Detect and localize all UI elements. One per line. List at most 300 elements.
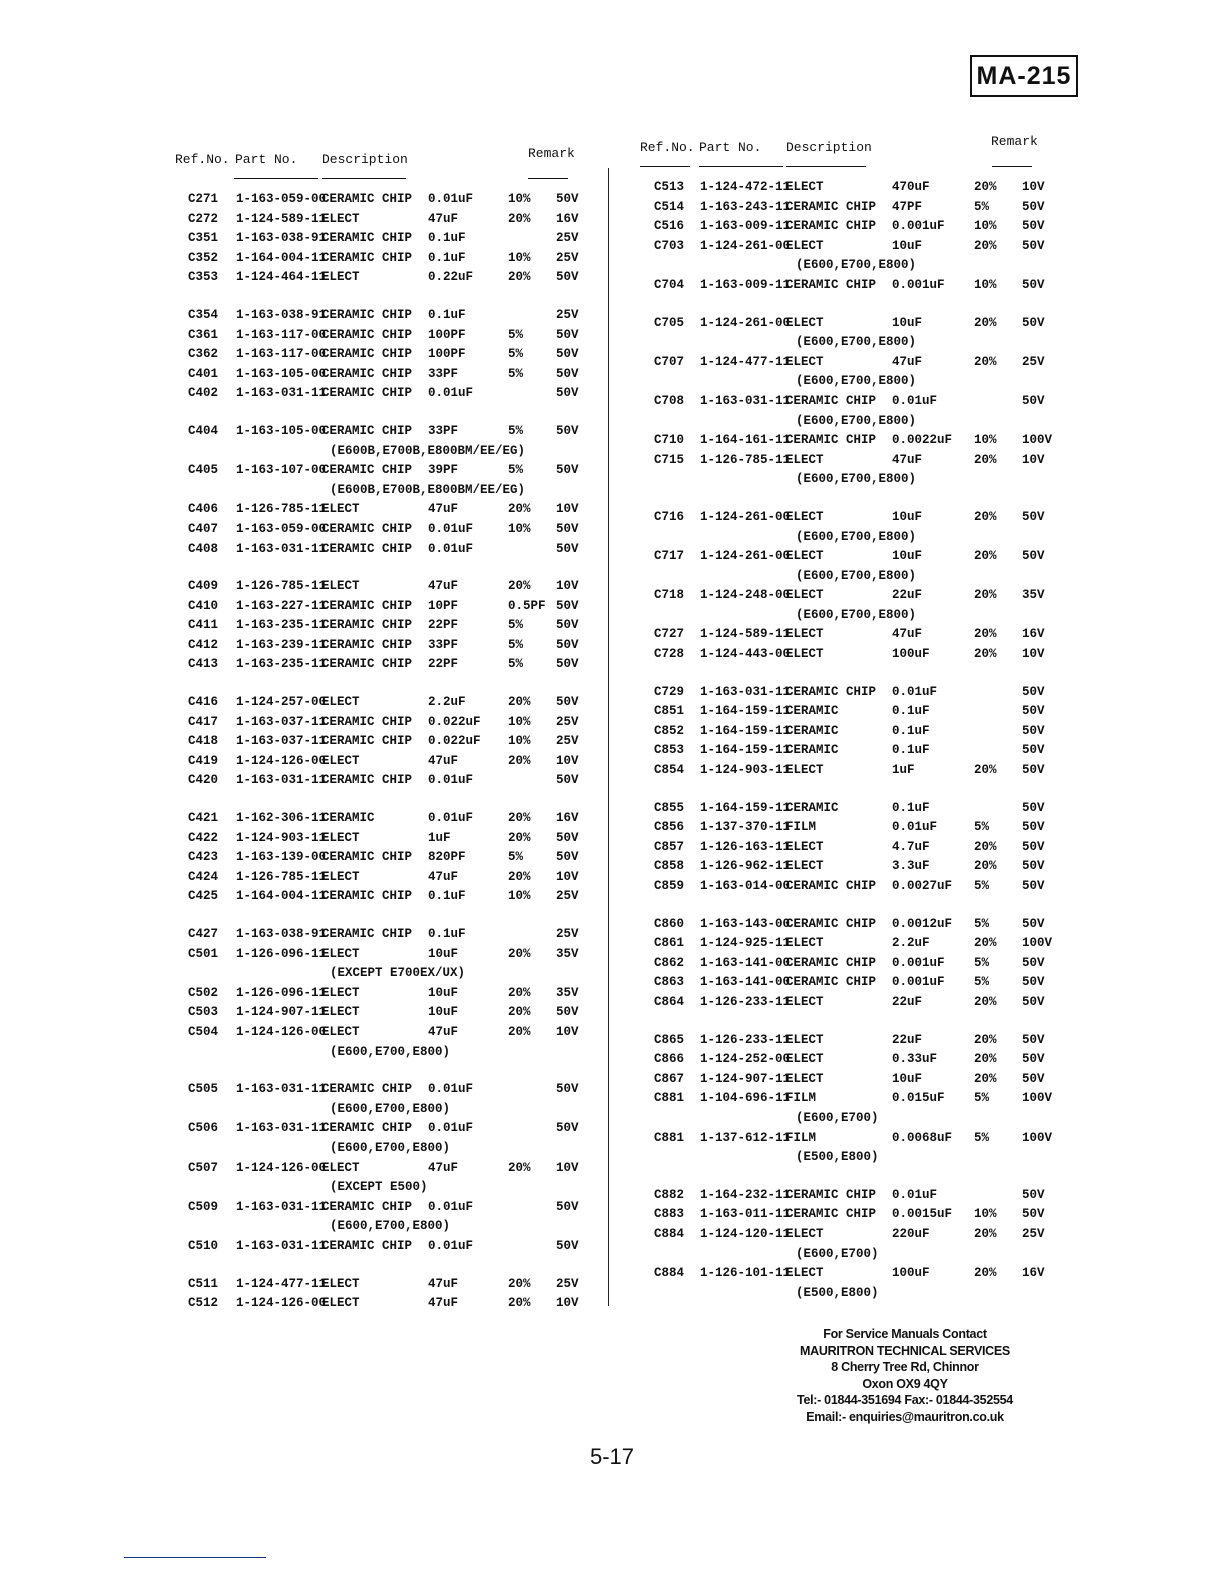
ref-no: C409 bbox=[188, 579, 219, 594]
model-applicability-note bbox=[170, 1178, 600, 1198]
description: ELECT bbox=[322, 753, 360, 768]
description: CERAMIC bbox=[786, 704, 839, 719]
ref-no: C863 bbox=[654, 975, 685, 990]
description: ELECT bbox=[322, 1276, 360, 1291]
model-applicability-note bbox=[636, 606, 1066, 626]
ref-no: C708 bbox=[654, 393, 685, 408]
voltage: 50V bbox=[1022, 723, 1045, 738]
ref-no: C424 bbox=[188, 869, 219, 884]
part-no: 1-163-009-11 bbox=[700, 219, 791, 234]
model-applicability-note bbox=[636, 470, 1066, 490]
ref-no: C727 bbox=[654, 627, 685, 642]
value: 470uF bbox=[892, 180, 930, 194]
model-applicability-note bbox=[636, 528, 1066, 548]
description: CERAMIC CHIP bbox=[322, 927, 413, 941]
ref-no: C866 bbox=[654, 1052, 685, 1067]
ref-no: C422 bbox=[188, 830, 219, 845]
part-row bbox=[636, 1205, 1066, 1225]
value: 22uF bbox=[892, 1032, 923, 1047]
description: CERAMIC CHIP bbox=[322, 889, 413, 904]
ref-no: C865 bbox=[654, 1032, 685, 1047]
voltage: 50V bbox=[556, 1199, 579, 1214]
note-text: (E600,E700,E800) bbox=[330, 1219, 451, 1234]
value: 47uF bbox=[892, 452, 923, 467]
ref-no: C882 bbox=[654, 1187, 685, 1202]
description: ELECT bbox=[322, 211, 360, 226]
value: 10uF bbox=[428, 985, 459, 1000]
ref-no: C502 bbox=[188, 985, 219, 1000]
description: CERAMIC CHIP bbox=[786, 975, 877, 990]
part-no: 1-163-038-91 bbox=[236, 927, 327, 941]
description: ELECT bbox=[786, 354, 824, 369]
ref-no: C513 bbox=[654, 180, 685, 194]
note-text: (E600B,E700B,E800BM/EE/EG) bbox=[330, 443, 526, 458]
tolerance: 5% bbox=[508, 618, 524, 633]
voltage: 25V bbox=[556, 1276, 579, 1291]
voltage: 50V bbox=[556, 695, 579, 710]
voltage: 50V bbox=[1022, 916, 1045, 931]
tolerance: 20% bbox=[508, 1024, 531, 1039]
value: 0.1uF bbox=[428, 307, 466, 322]
value: 47uF bbox=[428, 753, 459, 768]
voltage: 50V bbox=[1022, 879, 1045, 893]
value: 22PF bbox=[428, 657, 459, 672]
description: ELECT bbox=[786, 238, 824, 253]
voltage: 100V bbox=[1022, 1091, 1053, 1106]
part-row bbox=[170, 1003, 600, 1023]
value: 1uF bbox=[892, 763, 915, 778]
tolerance: 5% bbox=[974, 975, 990, 990]
description: ELECT bbox=[322, 1296, 360, 1311]
group-spacer bbox=[636, 490, 1066, 508]
description: CERAMIC bbox=[786, 743, 839, 758]
ref-no: C421 bbox=[188, 811, 219, 826]
model-applicability-note bbox=[170, 1043, 600, 1063]
voltage: 35V bbox=[1022, 588, 1045, 603]
ref-no: C728 bbox=[654, 647, 685, 662]
value: 100uF bbox=[892, 1266, 930, 1281]
description: ELECT bbox=[786, 994, 824, 1009]
part-row bbox=[170, 848, 600, 868]
value: 0.01uF bbox=[428, 1199, 474, 1214]
description: ELECT bbox=[786, 936, 824, 951]
part-no: 1-163-031-11 bbox=[236, 1082, 327, 1097]
value: 0.0027uF bbox=[892, 879, 953, 893]
description: CERAMIC CHIP bbox=[322, 307, 413, 322]
value: 10uF bbox=[428, 946, 459, 961]
part-row bbox=[170, 868, 600, 888]
ref-no: C406 bbox=[188, 502, 219, 517]
voltage: 50V bbox=[1022, 1207, 1045, 1222]
part-no: 1-163-143-00 bbox=[700, 916, 791, 931]
voltage: 10V bbox=[556, 753, 579, 768]
header-underline bbox=[640, 166, 690, 167]
contact-block bbox=[770, 1326, 1040, 1425]
description: CERAMIC CHIP bbox=[786, 955, 877, 970]
part-row bbox=[636, 392, 1066, 412]
part-no: 1-164-159-11 bbox=[700, 743, 791, 758]
ref-no: C506 bbox=[188, 1121, 219, 1136]
voltage: 25V bbox=[556, 307, 579, 322]
tolerance: 20% bbox=[508, 579, 531, 594]
ref-no: C510 bbox=[188, 1238, 219, 1253]
tolerance: 10% bbox=[508, 889, 531, 904]
tolerance: 20% bbox=[974, 627, 997, 642]
part-row bbox=[170, 1294, 600, 1314]
tolerance: 20% bbox=[508, 1005, 531, 1020]
voltage: 50V bbox=[1022, 975, 1045, 990]
group-spacer bbox=[170, 907, 600, 925]
value: 0.1uF bbox=[892, 723, 930, 738]
note-text: (E600B,E700B,E800BM/EE/EG) bbox=[330, 482, 526, 497]
part-no: 1-126-096-11 bbox=[236, 985, 327, 1000]
description: CERAMIC CHIP bbox=[322, 327, 413, 342]
part-no: 1-124-248-00 bbox=[700, 588, 791, 603]
tolerance: 20% bbox=[974, 315, 997, 330]
tolerance: 20% bbox=[508, 1160, 531, 1175]
header-underline bbox=[699, 166, 783, 167]
ref-no: C884 bbox=[654, 1226, 685, 1241]
voltage: 50V bbox=[556, 327, 579, 342]
part-no: 1-163-105-00 bbox=[236, 423, 327, 438]
voltage: 50V bbox=[1022, 238, 1045, 253]
part-no: 1-124-252-00 bbox=[700, 1052, 791, 1067]
voltage: 50V bbox=[556, 830, 579, 845]
voltage: 50V bbox=[556, 386, 579, 401]
value: 33PF bbox=[428, 366, 459, 381]
part-no: 1-126-785-11 bbox=[700, 452, 791, 467]
ref-no: C411 bbox=[188, 618, 219, 633]
voltage: 10V bbox=[1022, 647, 1045, 662]
value: 10uF bbox=[892, 238, 923, 253]
part-no: 1-163-235-11 bbox=[236, 657, 327, 672]
group-spacer bbox=[170, 288, 600, 306]
tolerance: 10% bbox=[508, 250, 531, 265]
value: 47uF bbox=[428, 869, 459, 884]
model-applicability-note bbox=[636, 256, 1066, 276]
part-no: 1-126-096-11 bbox=[236, 946, 327, 961]
description: ELECT bbox=[786, 549, 824, 564]
value: 47uF bbox=[428, 579, 459, 594]
tolerance: 20% bbox=[508, 869, 531, 884]
value: 47uF bbox=[428, 1160, 459, 1175]
ref-no: C352 bbox=[188, 250, 219, 265]
part-row bbox=[636, 838, 1066, 858]
part-no: 1-124-477-11 bbox=[700, 354, 791, 369]
group-spacer bbox=[170, 1062, 600, 1080]
voltage: 50V bbox=[556, 366, 579, 381]
voltage: 50V bbox=[1022, 859, 1045, 874]
ref-no: C718 bbox=[654, 588, 685, 603]
voltage: 10V bbox=[556, 1160, 579, 1175]
part-no: 1-124-257-00 bbox=[236, 695, 327, 710]
voltage: 50V bbox=[1022, 1032, 1045, 1047]
voltage: 50V bbox=[556, 347, 579, 362]
ref-no: C857 bbox=[654, 839, 685, 854]
voltage: 50V bbox=[1022, 743, 1045, 758]
voltage: 10V bbox=[556, 502, 579, 517]
description: CERAMIC CHIP bbox=[322, 657, 413, 672]
model-applicability-note bbox=[170, 1100, 600, 1120]
part-row bbox=[636, 237, 1066, 257]
description: CERAMIC CHIP bbox=[322, 637, 413, 652]
value: 0.1uF bbox=[428, 927, 466, 941]
tolerance: 20% bbox=[508, 211, 531, 226]
part-no: 1-163-038-91 bbox=[236, 307, 327, 322]
ref-no: C425 bbox=[188, 889, 219, 904]
group-spacer bbox=[170, 675, 600, 693]
description: ELECT bbox=[786, 763, 824, 778]
contact-line: For Service Manuals Contact bbox=[823, 1327, 987, 1341]
voltage: 10V bbox=[556, 1024, 579, 1039]
description: CERAMIC CHIP bbox=[322, 598, 413, 613]
part-row bbox=[636, 276, 1066, 296]
description: CERAMIC CHIP bbox=[786, 199, 877, 214]
part-no: 1-163-037-11 bbox=[236, 714, 327, 729]
ref-no: C501 bbox=[188, 946, 219, 961]
part-no: 1-163-031-11 bbox=[700, 684, 791, 699]
description: CERAMIC CHIP bbox=[322, 1121, 413, 1136]
tolerance: 20% bbox=[508, 830, 531, 845]
tolerance: 20% bbox=[974, 994, 997, 1009]
value: 10uF bbox=[892, 1071, 923, 1086]
tolerance: 20% bbox=[974, 1071, 997, 1086]
ref-no: C410 bbox=[188, 598, 219, 613]
description: ELECT bbox=[786, 627, 824, 642]
part-row bbox=[636, 1089, 1066, 1109]
part-no: 1-124-261-00 bbox=[700, 315, 791, 330]
description: ELECT bbox=[786, 1226, 824, 1241]
group-spacer bbox=[636, 296, 1066, 314]
group-spacer bbox=[636, 1013, 1066, 1031]
tolerance: 10% bbox=[974, 1207, 997, 1222]
right-parts-column bbox=[636, 128, 1066, 1303]
description: CERAMIC CHIP bbox=[322, 1082, 413, 1097]
value: 2.2uF bbox=[428, 695, 466, 710]
tolerance: 0.5PF bbox=[508, 598, 546, 613]
ref-no: C862 bbox=[654, 955, 685, 970]
model-applicability-note bbox=[170, 481, 600, 501]
voltage: 50V bbox=[556, 463, 579, 478]
ref-no: C416 bbox=[188, 695, 219, 710]
model-applicability-note bbox=[636, 372, 1066, 392]
group-spacer bbox=[636, 781, 1066, 799]
value: 47uF bbox=[428, 502, 459, 517]
voltage: 50V bbox=[1022, 219, 1045, 234]
note-text: (E500,E800) bbox=[796, 1285, 879, 1300]
value: 39PF bbox=[428, 463, 459, 478]
value: 0.022uF bbox=[428, 734, 481, 749]
part-row bbox=[636, 761, 1066, 781]
part-row bbox=[170, 752, 600, 772]
value: 0.01uF bbox=[428, 773, 474, 788]
ref-no: C710 bbox=[654, 433, 685, 448]
description: CERAMIC CHIP bbox=[786, 1207, 877, 1222]
ref-no: C864 bbox=[654, 994, 685, 1009]
tolerance: 20% bbox=[974, 354, 997, 369]
remark-header: Remark bbox=[528, 146, 575, 161]
description: CERAMIC CHIP bbox=[322, 347, 413, 362]
part-row bbox=[170, 210, 600, 230]
tolerance: 20% bbox=[974, 549, 997, 564]
description: ELECT bbox=[322, 869, 360, 884]
part-row bbox=[636, 741, 1066, 761]
tolerance: 5% bbox=[974, 1091, 990, 1106]
note-text: (E600,E700,E800) bbox=[330, 1101, 451, 1116]
tolerance: 20% bbox=[974, 936, 997, 951]
description: FILM bbox=[786, 1130, 817, 1145]
note-text: (E600,E700,E800) bbox=[796, 472, 917, 487]
part-row bbox=[636, 314, 1066, 334]
part-row bbox=[170, 809, 600, 829]
part-no: 1-163-031-11 bbox=[236, 1199, 327, 1214]
description: CERAMIC CHIP bbox=[322, 714, 413, 729]
part-no: 1-124-477-11 bbox=[236, 1276, 327, 1291]
description: CERAMIC CHIP bbox=[786, 916, 877, 931]
value: 0.22uF bbox=[428, 270, 474, 285]
ref-no: C401 bbox=[188, 366, 219, 381]
value: 220uF bbox=[892, 1226, 930, 1241]
group-spacer bbox=[636, 665, 1066, 683]
voltage: 25V bbox=[556, 927, 579, 941]
part-row bbox=[636, 722, 1066, 742]
part-no: 1-163-141-00 bbox=[700, 975, 791, 990]
value: 0.022uF bbox=[428, 714, 481, 729]
part-no: 1-163-031-11 bbox=[700, 393, 791, 408]
description: ELECT bbox=[322, 946, 360, 961]
contact-line: Oxon OX9 4QY bbox=[862, 1376, 948, 1391]
part-row bbox=[170, 829, 600, 849]
part-row bbox=[170, 326, 600, 346]
note-text: (E600,E700,E800) bbox=[796, 374, 917, 389]
ref-no: C417 bbox=[188, 714, 219, 729]
ref-no: C861 bbox=[654, 936, 685, 951]
value: 33PF bbox=[428, 637, 459, 652]
part-no: 1-163-031-11 bbox=[236, 541, 327, 556]
part-no: 1-124-261-00 bbox=[700, 509, 791, 524]
value: 0.0068uF bbox=[892, 1130, 953, 1145]
description: ELECT bbox=[786, 452, 824, 467]
value: 0.0012uF bbox=[892, 916, 953, 931]
part-row bbox=[636, 915, 1066, 935]
part-no: 1-163-107-00 bbox=[236, 463, 327, 478]
part-row bbox=[170, 1119, 600, 1139]
voltage: 50V bbox=[1022, 1187, 1045, 1202]
model-applicability-note bbox=[636, 567, 1066, 587]
ref-no: C427 bbox=[188, 927, 219, 941]
value: 10PF bbox=[428, 598, 459, 613]
value: 10uF bbox=[892, 509, 923, 524]
voltage: 50V bbox=[556, 192, 579, 206]
part-no: 1-126-163-11 bbox=[700, 839, 791, 854]
ref-no: C503 bbox=[188, 1005, 219, 1020]
tolerance: 5% bbox=[508, 366, 524, 381]
voltage: 25V bbox=[1022, 354, 1045, 369]
part-row bbox=[170, 500, 600, 520]
voltage: 50V bbox=[1022, 955, 1045, 970]
part-no: 1-104-696-11 bbox=[700, 1091, 791, 1106]
tolerance: 20% bbox=[974, 647, 997, 662]
part-no: 1-163-243-11 bbox=[700, 199, 791, 214]
ref-no: C516 bbox=[654, 219, 685, 234]
value: 0.01uF bbox=[892, 820, 938, 835]
ref-no: C408 bbox=[188, 541, 219, 556]
ref-no: C361 bbox=[188, 327, 219, 342]
value: 100uF bbox=[892, 647, 930, 662]
ref-no: C402 bbox=[188, 386, 219, 401]
part-row bbox=[170, 771, 600, 791]
part-row bbox=[636, 353, 1066, 373]
part-no: 1-163-009-11 bbox=[700, 277, 791, 292]
note-text: (E600,E700,E800) bbox=[796, 413, 917, 428]
description: CERAMIC CHIP bbox=[322, 192, 413, 206]
tolerance: 20% bbox=[974, 839, 997, 854]
part-no: 1-124-907-11 bbox=[700, 1071, 791, 1086]
tolerance: 20% bbox=[508, 946, 531, 961]
description: ELECT bbox=[786, 839, 824, 854]
part-no: 1-164-159-11 bbox=[700, 723, 791, 738]
group-spacer bbox=[636, 897, 1066, 915]
tolerance: 20% bbox=[508, 695, 531, 710]
value: 0.001uF bbox=[892, 955, 945, 970]
voltage: 16V bbox=[1022, 1266, 1045, 1281]
part-no: 1-163-031-11 bbox=[236, 1238, 327, 1253]
ref-no: C504 bbox=[188, 1024, 219, 1039]
part-row bbox=[636, 993, 1066, 1013]
part-row bbox=[636, 857, 1066, 877]
ref-no: C420 bbox=[188, 773, 219, 788]
description: ELECT bbox=[786, 859, 824, 874]
description: ELECT bbox=[322, 270, 360, 285]
part-row bbox=[636, 702, 1066, 722]
description: ELECT bbox=[786, 509, 824, 524]
value: 4.7uF bbox=[892, 839, 930, 854]
ref-no: C856 bbox=[654, 820, 685, 835]
part-row bbox=[170, 384, 600, 404]
description: ELECT bbox=[786, 315, 824, 330]
part-no: 1-124-925-11 bbox=[700, 936, 791, 951]
part-row bbox=[170, 655, 600, 675]
part-row bbox=[636, 1070, 1066, 1090]
part-row bbox=[636, 1186, 1066, 1206]
voltage: 50V bbox=[1022, 199, 1045, 214]
description: ELECT bbox=[322, 502, 360, 517]
part-row bbox=[636, 1225, 1066, 1245]
description: CERAMIC CHIP bbox=[322, 1199, 413, 1214]
tolerance: 5% bbox=[974, 879, 990, 893]
ref-no: C704 bbox=[654, 277, 685, 292]
model-applicability-note bbox=[170, 1217, 600, 1237]
tolerance: 20% bbox=[508, 811, 531, 826]
voltage: 35V bbox=[556, 985, 579, 1000]
note-text: (EXCEPT E700EX/UX) bbox=[330, 966, 466, 981]
part-no: 1-124-472-11 bbox=[700, 180, 791, 194]
part-row bbox=[170, 1159, 600, 1179]
value: 0.01uF bbox=[428, 521, 474, 536]
footer-rule bbox=[124, 1557, 266, 1558]
description: CERAMIC CHIP bbox=[786, 684, 877, 699]
tolerance: 20% bbox=[508, 1296, 531, 1311]
page-number: 5-17 bbox=[589, 1444, 635, 1469]
voltage: 50V bbox=[556, 618, 579, 633]
ref-no: C351 bbox=[188, 231, 219, 246]
value: 1uF bbox=[428, 830, 451, 845]
description: CERAMIC CHIP bbox=[322, 521, 413, 536]
part-row bbox=[636, 625, 1066, 645]
part-no-header: Part No. bbox=[699, 140, 762, 155]
value: 0.01uF bbox=[428, 192, 474, 206]
voltage: 25V bbox=[556, 231, 579, 246]
